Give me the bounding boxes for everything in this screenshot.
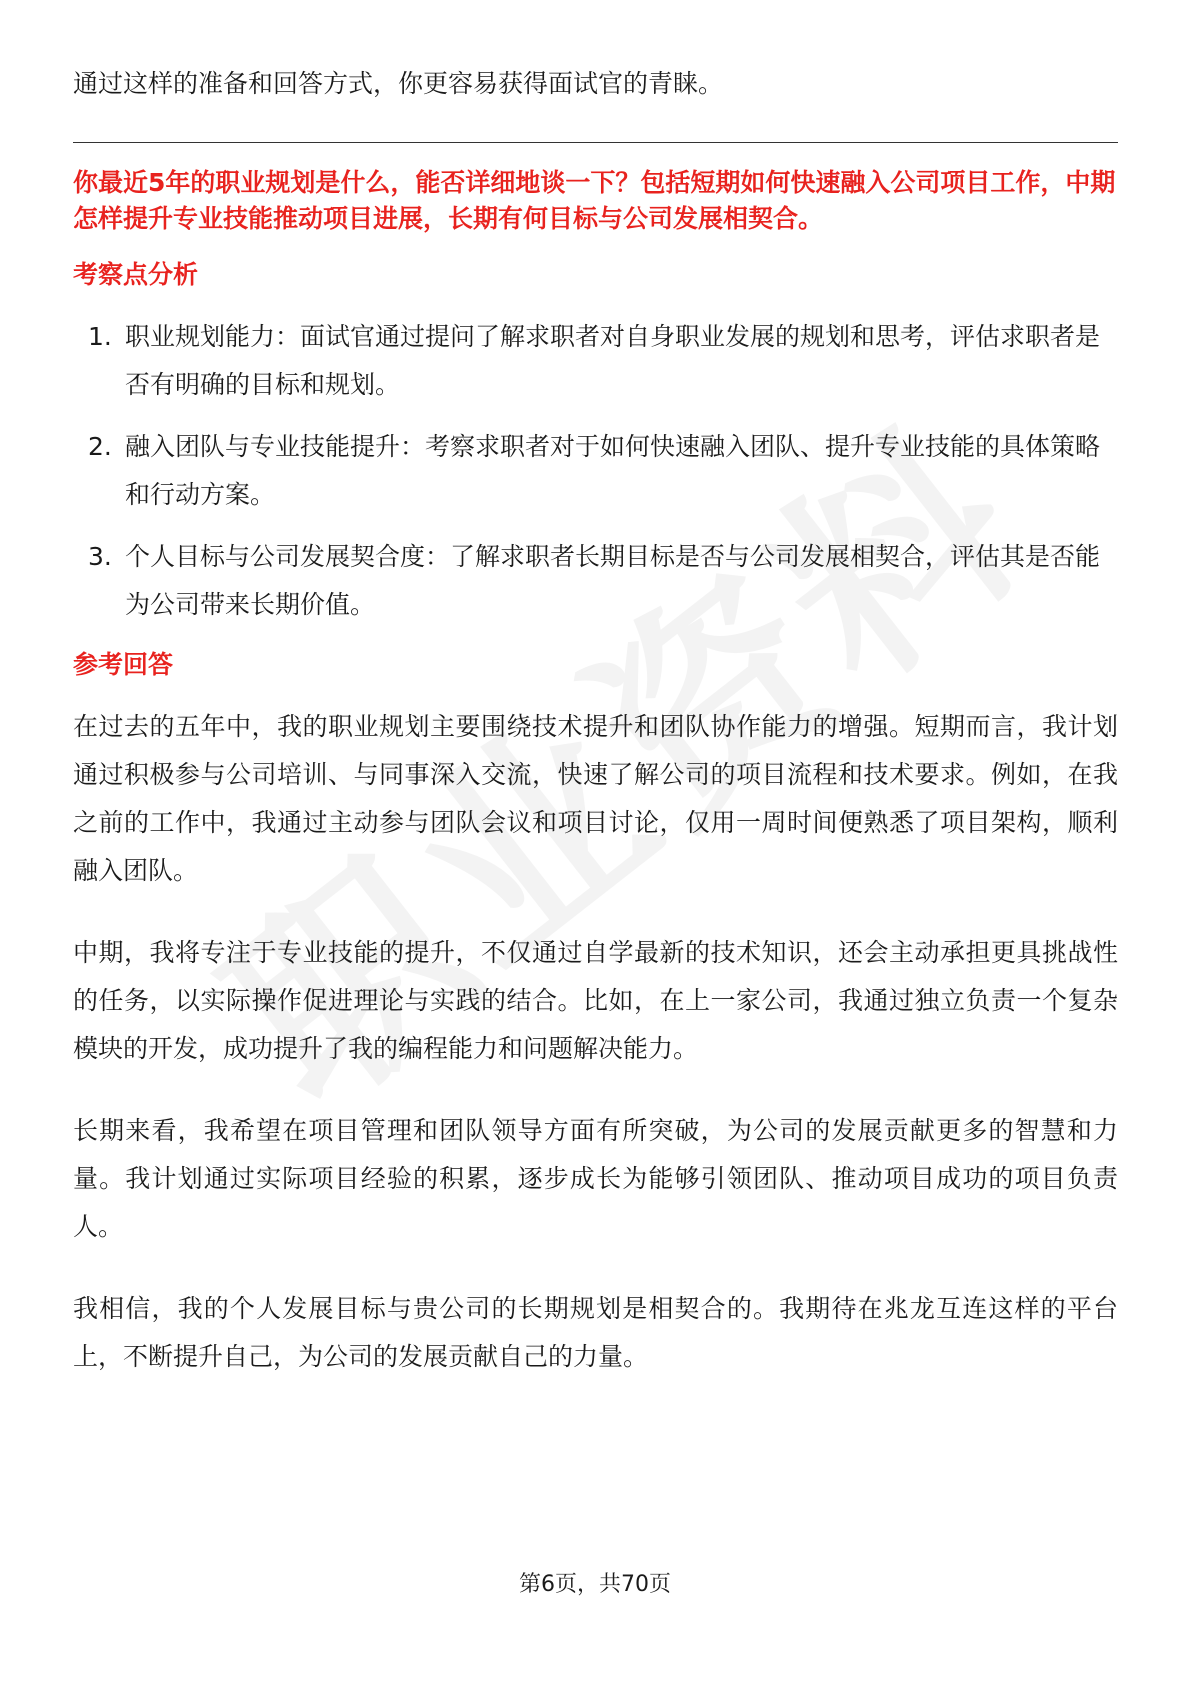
answer-paragraph: 我相信，我的个人发展目标与贵公司的长期规划是相契合的。我期待在兆龙互连这样的平台上，不断提升自己，为公司的发展贡献自己的力量。 <box>73 1294 1118 1371</box>
analysis-list <box>73 313 1118 629</box>
answer-paragraph: 在过去的五年中，我的职业规划主要围绕技术提升和团队协作能力的增强。短期而言，我计划通过积极参与公司培训、与同事深入交流，快速了解公司的项目流程和技术要求。例如，在我之前的工作中，我通过主动参与团队会议和项目讨论，仅用一周时间便熟悉了项目架构，顺利融入团队。 <box>73 712 1118 885</box>
list-item-text: 个人目标与公司发展契合度：了解求职者长期目标是否与公司发展相契合，评估其是否能为公司带来长期价值。 <box>125 542 1101 619</box>
list-item <box>73 313 1118 409</box>
list-item-text: 职业规划能力：面试官通过提问了解求职者对自身职业发展的规划和思考，评估求职者是否有明确的目标和规划。 <box>125 322 1101 399</box>
answer-paragraph: 中期，我将专注于专业技能的提升，不仅通过自学最新的技术知识，还会主动承担更具挑战性的任务，以实际操作促进理论与实践的结合。比如，在上一家公司，我通过独立负责一个复杂模块的开发，成功提升了我的编程能力和问题解决能力。 <box>73 938 1118 1063</box>
answer-heading: 参考回答 <box>73 650 174 679</box>
answer-paragraph: 长期来看，我希望在项目管理和团队领导方面有所突破，为公司的发展贡献更多的智慧和力量。我计划通过实际项目经验的积累，逐步成长为能够引领团队、推动项目成功的项目负责人。 <box>73 1116 1118 1241</box>
list-item <box>73 423 1118 519</box>
list-item-text: 融入团队与专业技能提升：考察求职者对于如何快速融入团队、提升专业技能的具体策略和行动方案。 <box>125 432 1101 509</box>
page-number-footer: 第6页，共70页 <box>519 1572 671 1597</box>
list-item-number: 3. <box>88 542 112 571</box>
list-item-number: 1. <box>88 322 112 351</box>
intro-paragraph: 通过这样的准备和回答方式，你更容易获得面试官的青睐。 <box>73 69 724 98</box>
analysis-heading: 考察点分析 <box>73 260 199 289</box>
section-divider <box>73 142 1118 143</box>
interview-question: 你最近5年的职业规划是什么，能否详细地谈一下？包括短期如何快速融入公司项目工作，中期怎样提升专业技能推动项目进展，长期有何目标与公司发展相契合。 <box>73 168 1116 233</box>
list-item <box>73 533 1118 629</box>
page-content <box>73 60 1118 1415</box>
list-item-number: 2. <box>88 432 112 461</box>
